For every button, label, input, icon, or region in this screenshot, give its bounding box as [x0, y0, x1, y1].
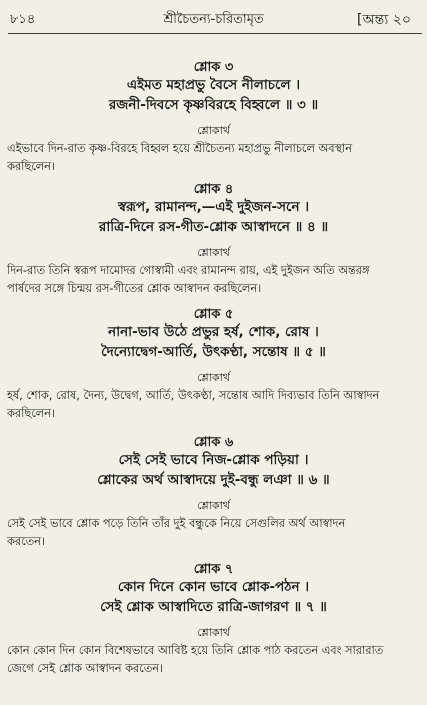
translation-heading: শ্লোকার্থ: [197, 626, 230, 639]
verse-line: এইমত মহাপ্রভু বৈসে নীলাচলে ।: [126, 77, 301, 93]
translation-paragraph: [7, 140, 421, 176]
verse-line: নানা-ভাব উঠে প্রভুর হর্ষ, শোক, রোষ ।: [108, 324, 319, 340]
verse-heading: শ্লোক ৩: [193, 60, 234, 75]
verse-heading: শ্লোক ৭: [193, 562, 234, 577]
paragraph-line: এইভাবে দিন-রাত কৃষ্ণ-বিরহে বিহ্বল হয়ে শ্রীচৈতন্য মহাপ্রভু নীলাচলে অবস্থান: [7, 142, 352, 155]
paragraph-line: জেগে সেই শ্লোক আস্বাদন করতেন।: [7, 662, 163, 675]
translation-heading: শ্লোকার্থ: [197, 499, 230, 512]
section-reference: [অন্ত্য ২০: [357, 12, 411, 28]
translation-paragraph: [7, 515, 421, 551]
verse-heading: শ্লোক ৫: [193, 307, 234, 322]
verse-line: দৈন্যোদ্বেগ-আর্তি, উৎকণ্ঠা, সন্তোষ ॥ ৫ ॥: [101, 344, 326, 360]
translation-paragraph: [7, 642, 421, 678]
paragraph-line: করতেন।: [7, 535, 45, 548]
paragraph-line: করছিলেন।: [7, 407, 55, 420]
verse-line: শ্লোকের অর্থ আস্বাদয়ে দুই-বন্ধু লঞা ॥ ৬ ॥: [97, 472, 330, 488]
translation-paragraph: [7, 262, 421, 298]
page-header: [0, 6, 427, 34]
verse-line: স্বরূপ, রামানন্দ,—এই দুইজন-সনে ।: [117, 199, 310, 215]
verse-line: রজনী-দিবসে কৃষ্ণবিরহে বিহ্বলে ॥ ৩ ॥: [108, 97, 319, 113]
verse-line: সেই সেই ভাবে নিজ-শ্লোক পড়িয়া ।: [118, 452, 309, 468]
verse-heading: শ্লোক ৪: [193, 182, 234, 197]
header-rule: [8, 33, 422, 34]
paragraph-line: পার্ষদের সঙ্গে চিন্ময় রস-গীতের শ্লোক আস্বাদন করছিলেন।: [7, 282, 262, 295]
paragraph-line: সেই সেই ভাবে শ্লোক পড়ে তিনি তাঁর দুই বন্ধুকে নিয়ে সেগুলির অর্থ আস্বাদন: [7, 517, 346, 530]
paragraph-line: করছিলেন।: [7, 160, 55, 173]
translation-paragraph: [7, 387, 421, 423]
translation-heading: শ্লোকার্থ: [197, 371, 230, 384]
verse-line: কোন দিনে কোন ভাবে শ্লোক-পঠন ।: [117, 579, 310, 595]
paragraph-line: কোন কোন দিন কোন বিশেষভাবে আবিষ্ট হয়ে তিনি শ্লোক পাঠ করতেন এবং সারারাত: [7, 644, 384, 657]
translation-heading: শ্লোকার্থ: [197, 124, 230, 137]
translation-heading: শ্লোকার্থ: [197, 246, 230, 259]
verse-line: সেই শ্লোক আস্বাদিতে রাত্রি-জাগরণ ॥ ৭ ॥: [100, 599, 327, 615]
page-number: ৮১৪: [10, 12, 36, 27]
paragraph-line: দিন-রাত তিনি স্বরূপ দামোদর গোস্বামী এবং রামানন্দ রায়, এই দুইজন অতি অন্তরঙ্গ: [7, 264, 370, 277]
paragraph-line: হর্ষ, শোক, রোষ, দৈন্য, উদ্বেগ, আর্তি, উৎকণ্ঠা, সন্তোষ আদি দিব্যভাব তিনি আস্বাদন: [7, 389, 380, 402]
verse-heading: শ্লোক ৬: [193, 435, 234, 450]
verse-line: রাত্রি-দিনে রস-গীত-শ্লোক আস্বাদনে ॥ ৪ ॥: [98, 219, 329, 235]
running-title: শ্রীচৈতন্য-চরিতামৃত: [163, 12, 264, 27]
